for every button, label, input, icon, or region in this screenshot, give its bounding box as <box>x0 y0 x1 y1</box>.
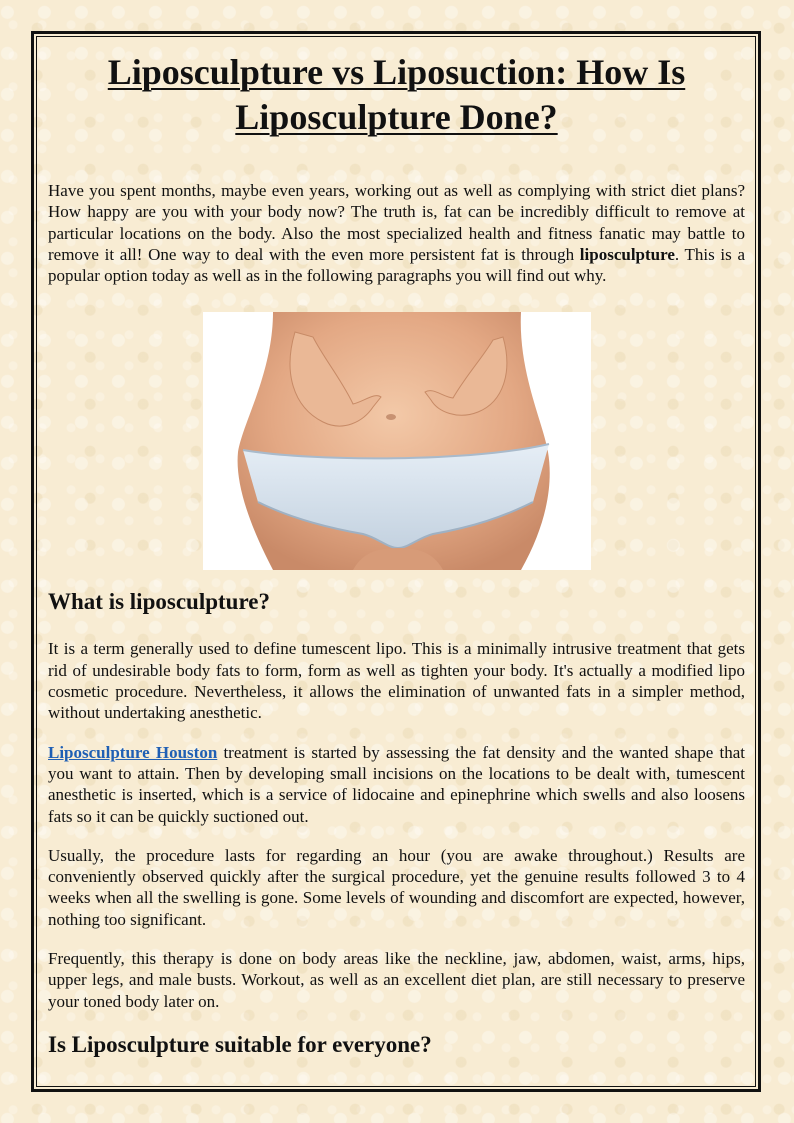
section-heading-suitability: Is Liposculpture suitable for everyone? <box>48 1031 432 1057</box>
article-title: Liposculpture vs Liposuction: How Is Liposculpture Done? <box>107 52 686 137</box>
intro-paragraph <box>48 180 745 286</box>
section-heading-what-is: What is liposculpture? <box>48 589 270 615</box>
hero-image-abdomen <box>203 312 591 570</box>
intro-text-end: . This is a popular option today as well as in the following paragraphs you will find out why. <box>48 244 745 286</box>
article-body <box>48 50 745 1059</box>
procedure-text: treatment is started by assessing the fat density and the wanted shape that you want to attain. Then by developing small incisions on the locations to be dealt with, tumescent anesthetic is inserted, which is a service of lidocaine and epinephrine which swells and also loosens fats so it can be quickly suctioned out. <box>48 742 746 826</box>
intro-bold-keyword: liposculpture <box>579 244 675 264</box>
duration-paragraph: Usually, the procedure lasts for regarding an hour (you are awake throughout.) Results are conveniently observed quickly after the surgical procedure, yet the genuine results followed 3 to 4 weeks when all the swelling is gone. Some levels of wounding and discomfort are expected, however, nothing too significant. <box>48 845 745 929</box>
intro-text-start: Have you spent months, maybe even years, working out as well as complying with strict diet plans? How happy are you with your body now? The truth is, fat can be incredibly difficult to remove at particular locations on the body. Also the most specialized health and fitness fanatic may battle to remove it all! One way to deal with the even more persistent fat is through <box>48 181 745 264</box>
definition-paragraph: It is a term generally used to define tumescent lipo. This is a minimally intrusive treatment that gets rid of undesirable body fats to form, form as well as tighten your body. It's actually a modified lipo cosmetic procedure. Nevertheless, it allows the elimination of unwanted fats in a simpler method, without undertaking anesthetic. <box>48 639 745 723</box>
procedure-paragraph <box>48 742 745 827</box>
liposculpture-houston-link[interactable]: Liposculpture Houston <box>48 742 218 762</box>
body-areas-paragraph: Frequently, this therapy is done on body areas like the neckline, jaw, abdomen, waist, arms, hips, upper legs, and male busts. Workout, as well as an excellent diet plan, are still necessary to preserve your toned body later on. <box>48 949 745 1011</box>
